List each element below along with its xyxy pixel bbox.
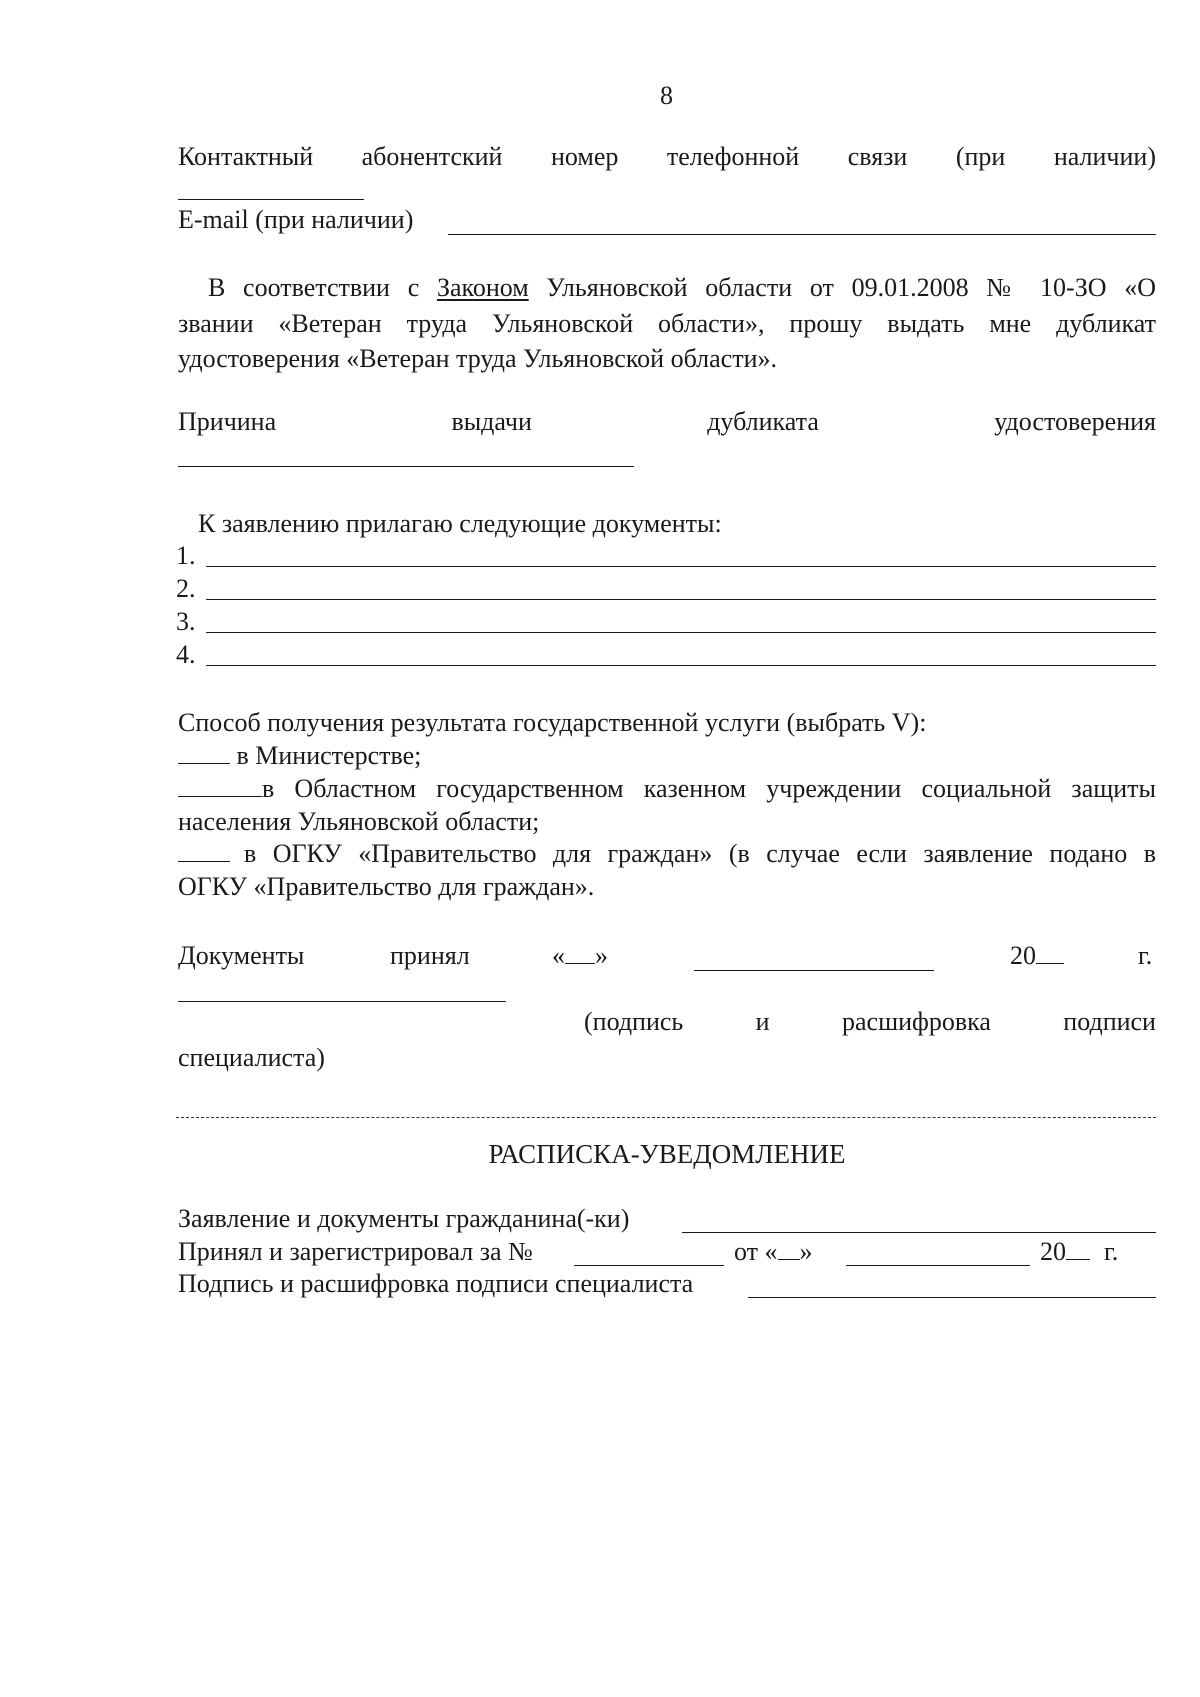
receipt-citizen-blank[interactable] <box>682 1232 1156 1233</box>
accepted-label-1: Документы <box>178 941 305 970</box>
email-blank[interactable] <box>448 234 1156 235</box>
contact-phone-label <box>178 141 1156 173</box>
reason-word: дубликата <box>707 407 819 436</box>
receipt-line-1: Заявление и документы гражданина(-ки) <box>178 1204 630 1233</box>
receipt-title: РАСПИСКА-УВЕДОМЛЕНИЕ <box>488 1139 846 1169</box>
document-item[interactable]: 3. <box>176 606 1156 638</box>
receipt-date-year[interactable]: 20 <box>1040 1236 1090 1268</box>
reason-label <box>178 406 1156 438</box>
reason-word: выдачи <box>451 407 532 436</box>
phone-blank[interactable] <box>178 199 364 200</box>
statement-line-2: звании «Ветеран труда Ульяновской области», прошу выдать мне дубликат <box>178 309 1156 338</box>
reason-word: Причина <box>178 407 277 436</box>
accepted-date-year[interactable]: 20 <box>1010 940 1064 972</box>
method-option-ogku-social[interactable]: в Областном государственном казенном учреждении социальной защиты <box>178 773 1156 805</box>
accepted-label-2: принял <box>390 941 470 970</box>
method-option-ogku-social-cont: населения Ульяновской области; <box>178 807 540 836</box>
method-option-ministry[interactable]: в Министерстве; <box>178 740 421 772</box>
contact-word: Контактный <box>178 142 314 171</box>
statement-line-3: удостоверения «Ветеран труда Ульяновской области». <box>178 344 777 373</box>
email-label: E-mail (при наличии) <box>178 205 414 234</box>
contact-word: наличии) <box>1053 142 1156 171</box>
document-item[interactable]: 1. <box>176 540 1156 572</box>
accepted-date-month[interactable] <box>694 970 934 971</box>
accepted-year-suffix: г. <box>1138 941 1153 970</box>
statement-line-1: В соответствии с Законом Ульяновской области от 09.01.2008 № 10-ЗО «О <box>208 273 1156 302</box>
receipt-signature-blank[interactable] <box>748 1297 1156 1298</box>
method-option-mfc-cont: ОГКУ «Правительство для граждан». <box>178 872 595 901</box>
documents-intro: К заявлению прилагаю следующие документы: <box>198 509 722 538</box>
signature-caption: (подпись и расшифровка подписи <box>584 1007 1156 1036</box>
cut-line-divider <box>176 1117 1156 1118</box>
page-number: 8 <box>660 81 673 110</box>
contact-word: телефонной <box>666 142 800 171</box>
method-option-mfc[interactable]: в ОГКУ «Правительство для граждан» (в случае если заявление подано в <box>178 838 1156 870</box>
document-item[interactable]: 2. <box>176 573 1156 605</box>
receipt-line-2: Принял и зарегистрировал за № <box>178 1237 533 1266</box>
specialist-signature-blank[interactable] <box>178 1001 506 1002</box>
document-item[interactable]: 4. <box>176 639 1156 671</box>
method-title: Способ получения результата государственной услуги (выбрать V): <box>178 708 927 737</box>
contact-word: (при <box>955 142 1006 171</box>
receipt-line-3: Подпись и расшифровка подписи специалиста <box>178 1269 694 1298</box>
accepted-date-day[interactable]: « » <box>552 941 608 970</box>
contact-word: абонентский <box>361 142 503 171</box>
contact-word: номер <box>550 142 619 171</box>
receipt-date-month[interactable] <box>846 1265 1030 1266</box>
signature-caption-end: специалиста) <box>178 1043 325 1072</box>
receipt-date-day[interactable]: от « » <box>734 1237 813 1266</box>
reason-blank[interactable] <box>178 466 634 467</box>
receipt-number-blank[interactable] <box>574 1265 724 1266</box>
contact-word: связи <box>847 142 908 171</box>
law-link[interactable]: Законом <box>436 273 529 302</box>
reason-word: удостоверения <box>994 407 1156 436</box>
receipt-year-suffix: г. <box>1104 1237 1119 1266</box>
